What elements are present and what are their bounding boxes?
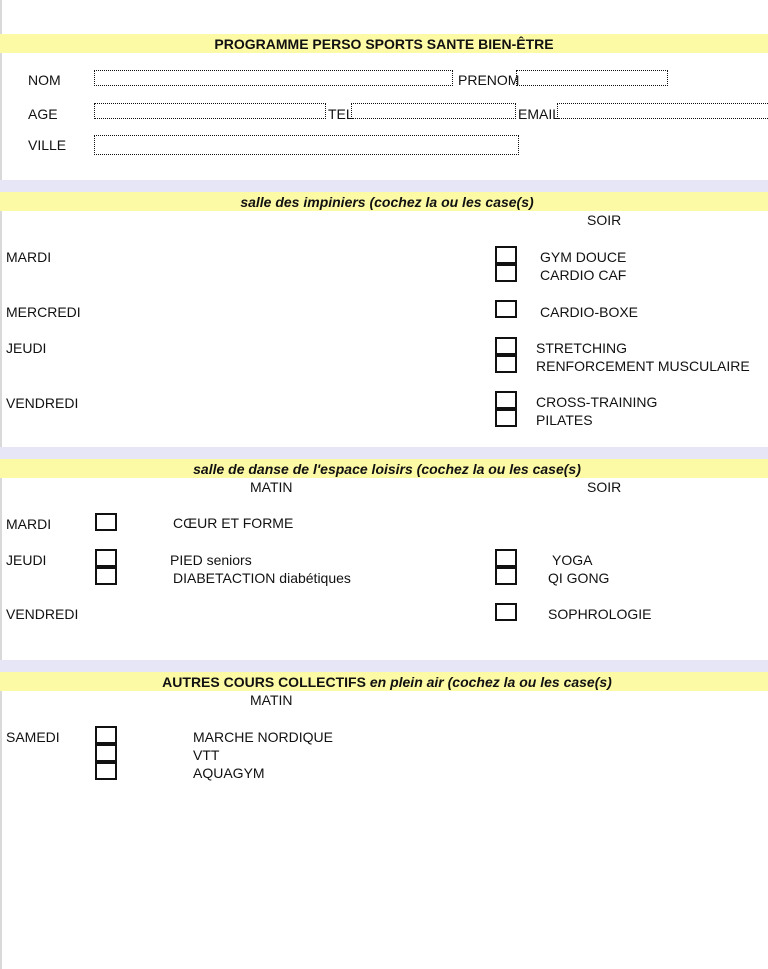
checkbox-renforcement[interactable] [495, 355, 517, 373]
section1-day-vendredi: VENDREDI [6, 395, 79, 411]
age-field[interactable] [94, 103, 326, 119]
course-gym-douce: GYM DOUCE [540, 249, 627, 265]
section1-day-mercredi: MERCREDI [6, 304, 81, 320]
email-label: EMAIL [518, 106, 561, 122]
checkbox-marche-nordique[interactable] [95, 726, 117, 744]
checkbox-yoga[interactable] [495, 549, 517, 567]
page-title: PROGRAMME PERSO SPORTS SANTE BIEN-ÊTRE [214, 36, 554, 52]
course-diabetaction: DIABETACTION diabétiques [173, 570, 351, 586]
section1-divider [0, 180, 768, 192]
course-pilates: PILATES [536, 412, 593, 428]
course-renforcement: RENFORCEMENT MUSCULAIRE [536, 358, 750, 374]
course-yoga: YOGA [552, 552, 593, 568]
course-aquagym: AQUAGYM [193, 765, 265, 781]
course-cross-training: CROSS-TRAINING [536, 394, 658, 410]
section2-soir-header: SOIR [587, 479, 622, 495]
checkbox-coeur-forme[interactable] [95, 513, 117, 531]
checkbox-qi-gong[interactable] [495, 567, 517, 585]
section1-day-mardi: MARDI [6, 249, 52, 265]
checkbox-diabetaction[interactable] [95, 567, 117, 585]
checkbox-aquagym[interactable] [95, 762, 117, 780]
course-cardio-caf: CARDIO CAF [540, 267, 627, 283]
section2-day-vendredi: VENDREDI [6, 606, 79, 622]
section3-title-bold: AUTRES COURS COLLECTIFS [162, 674, 366, 690]
prenom-label: PRENOM [458, 72, 520, 88]
course-qi-gong: QI GONG [548, 570, 610, 586]
page-edge [0, 0, 2, 969]
section3-matin-header: MATIN [250, 692, 293, 708]
section1-title: salle des impiniers (cochez la ou les case(s) [240, 194, 534, 210]
checkbox-cross-training[interactable] [495, 391, 517, 409]
section2-title: salle de danse de l'espace loisirs (cochez la ou les case(s) [193, 461, 581, 477]
checkbox-gym-douce[interactable] [495, 246, 517, 264]
course-cardio-boxe: CARDIO-BOXE [540, 304, 639, 320]
course-stretching: STRETCHING [536, 340, 627, 356]
checkbox-cardio-boxe[interactable] [495, 300, 517, 318]
checkbox-stretching[interactable] [495, 337, 517, 355]
age-label: AGE [28, 106, 58, 122]
ville-label: VILLE [28, 137, 67, 153]
checkbox-cardio-caf[interactable] [495, 264, 517, 282]
section2-day-mardi: MARDI [6, 516, 52, 532]
nom-field[interactable] [94, 70, 453, 86]
section3-divider [0, 660, 768, 672]
section2-matin-header: MATIN [250, 479, 293, 495]
course-vtt: VTT [193, 747, 220, 763]
ville-field[interactable] [94, 135, 519, 155]
section1-day-jeudi: JEUDI [6, 340, 47, 356]
checkbox-pied-seniors[interactable] [95, 549, 117, 567]
course-coeur-forme: CŒUR ET FORME [173, 515, 294, 531]
checkbox-pilates[interactable] [495, 409, 517, 427]
section1-soir-header: SOIR [587, 212, 622, 228]
course-sophrologie: SOPHROLOGIE [548, 606, 652, 622]
section3-day-samedi: SAMEDI [6, 729, 60, 745]
nom-label: NOM [28, 72, 61, 88]
tel-field[interactable] [351, 103, 516, 119]
prenom-field[interactable] [516, 70, 668, 86]
tel-label: TEL [328, 106, 354, 122]
checkbox-vtt[interactable] [95, 744, 117, 762]
section2-divider [0, 447, 768, 459]
section2-day-jeudi: JEUDI [6, 552, 47, 568]
course-marche-nordique: MARCHE NORDIQUE [193, 729, 334, 745]
section3-title-italic: en plein air (cochez la ou les case(s) [369, 674, 612, 690]
checkbox-sophrologie[interactable] [495, 603, 517, 621]
section3-title [0, 674, 768, 690]
course-pied-seniors: PIED seniors [170, 552, 252, 568]
email-field[interactable] [557, 103, 768, 119]
